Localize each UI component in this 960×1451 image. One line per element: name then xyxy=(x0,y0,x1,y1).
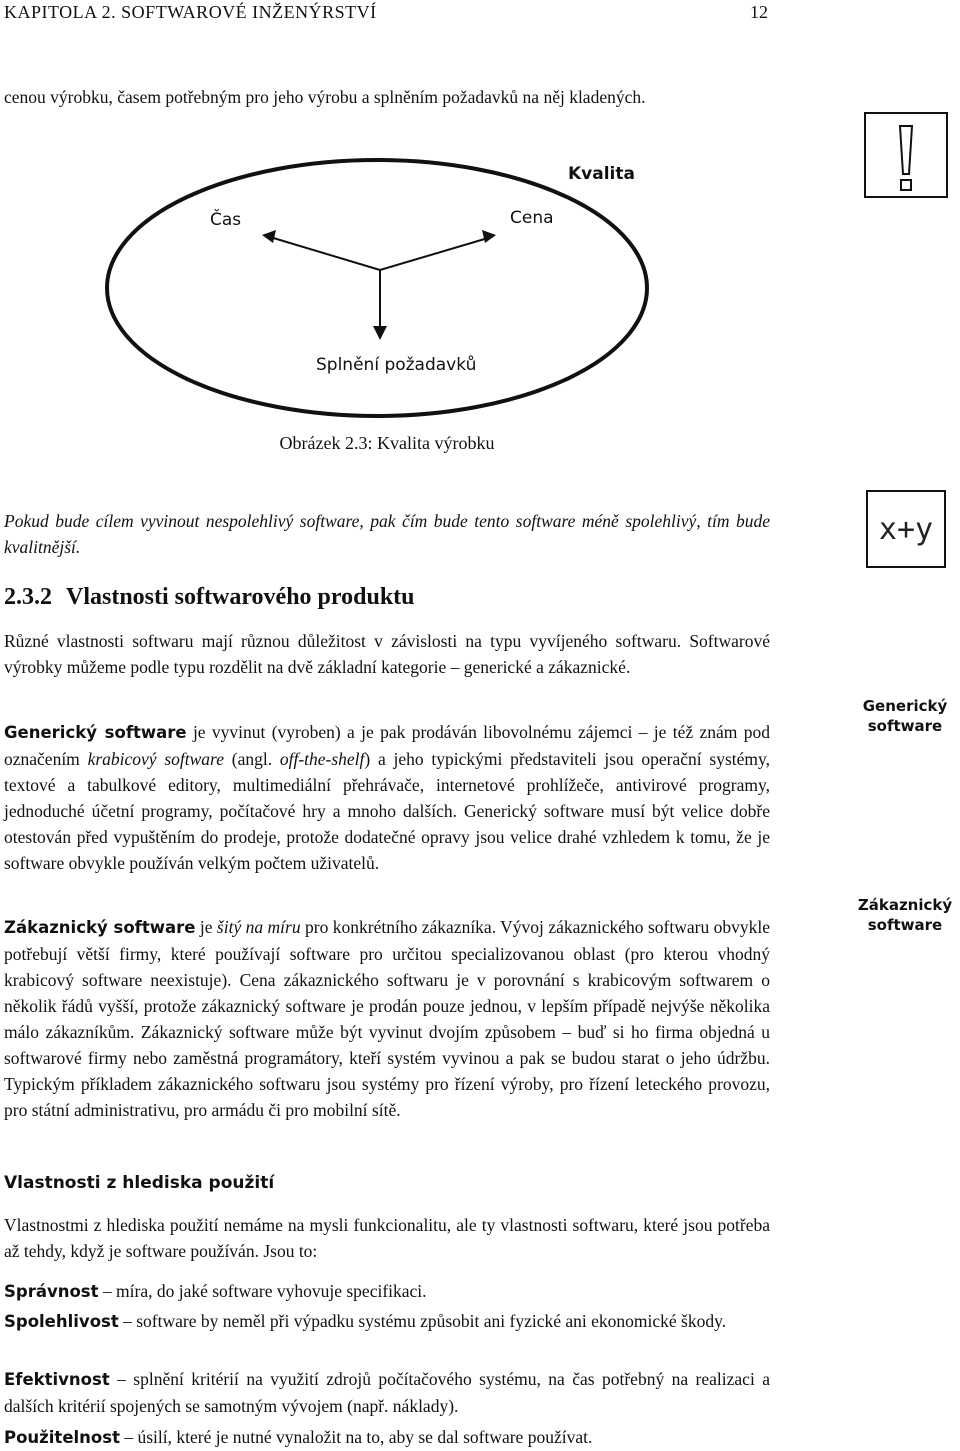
generic-text-1: je vyvinut (vyroben) a je pak prodáván libovolnému zájemci – je též znám pod označením xyxy=(4,722,770,769)
property-text-2: – software by neměl při výpadku systému způsobit ani fyzické ani ekonomické škody. xyxy=(118,1311,727,1331)
label-splneni: Splnění požadavků xyxy=(316,355,477,375)
custom-software-paragraph xyxy=(4,914,770,1123)
generic-text-2: (angl. xyxy=(223,749,280,769)
page-number: 12 xyxy=(750,2,768,22)
generic-software-paragraph xyxy=(4,719,770,876)
property-item-1 xyxy=(4,1278,770,1305)
running-header: KAPITOLA 2. SOFTWAROVÉ INŽENÝRSTVÍ xyxy=(4,2,377,22)
warning-icon xyxy=(864,112,948,198)
property-item-3 xyxy=(4,1366,770,1419)
generic-em-2: off-the-shelf xyxy=(279,749,365,769)
property-item-2 xyxy=(4,1308,770,1335)
math-icon: x+y xyxy=(866,490,946,568)
arrowhead-cas xyxy=(262,230,276,243)
property-term-4: Použitelnost xyxy=(4,1428,120,1447)
custom-software-term: Zákaznický software xyxy=(4,918,196,937)
quality-ellipse xyxy=(107,160,647,416)
section-paragraph-1: Různé vlastnosti softwaru mají různou důležitost v závislosti na typu vyvíjeného softwaru. Softwarové výrobky můžeme podle typu rozdělit na dvě základní kategorie – generické a zákaznické. xyxy=(4,631,770,677)
property-text-4: – úsilí, které je nutné vynaložit na to, aby se dal software používat. xyxy=(119,1427,593,1447)
margin-note-generic xyxy=(838,696,960,736)
label-cena: Cena xyxy=(510,208,554,228)
margin-note-custom-line2: software xyxy=(867,916,943,934)
property-term-1: Správnost xyxy=(4,1282,99,1301)
custom-text-2: pro konkrétního zákazníka. Vývoj zákaznického softwaru obvykle potřebují větší firmy, které používají software pro určitou specializovanou oblast (pro kterou vhodný krabicový software neexistuje). Cena zákaznického softwaru je v porovnání s krabicovým softwarem o několik řádů vyšší, protože zákaznický software je prodán pouze jednou, v lepším případě nejvýše několika málo zákazníkům. Zákaznický software může být vyvinut dvojím způsobem – buď si ho firma objedná u softwarové firmy nebo zaměstná programátory, kteří systém vyvinou a pak se budou starat o jeho údržbu. Typickým příkladem zákaznického softwaru jsou systémy pro řízení výroby, pro řízení leteckého provozu, pro státní administrativu, pro armádu či pro mobilní sítě. xyxy=(4,917,770,1120)
custom-text-1: je xyxy=(195,917,217,937)
intro-paragraph: cenou výrobku, časem potřebným pro jeho výrobu a splněním požadavků na něj kladených. xyxy=(4,87,646,107)
property-term-2: Spolehlivost xyxy=(4,1312,119,1331)
subsection-heading: Vlastnosti z hlediska použití xyxy=(4,1173,275,1193)
figure-caption: Obrázek 2.3: Kvalita výrobku xyxy=(279,433,495,453)
property-text-1: – míra, do jaké software vyhovuje specifikaci. xyxy=(98,1281,427,1301)
property-item-4 xyxy=(4,1424,770,1451)
label-kvalita: Kvalita xyxy=(568,164,635,184)
custom-em-1: šitý na míru xyxy=(216,917,301,937)
quality-diagram xyxy=(90,150,670,420)
label-cas: Čas xyxy=(210,210,242,230)
margin-note-custom-line1: Zákaznický xyxy=(857,896,953,914)
section-number: 2.3.2 xyxy=(4,584,52,610)
margin-note-generic-line2: software xyxy=(867,717,943,735)
arrow-cas xyxy=(270,237,380,270)
property-term-3: Efektivnost xyxy=(4,1370,110,1389)
subsection-intro: Vlastnostmi z hlediska použití nemáme na mysli funkcionalitu, ale ty vlastnosti softwaru, které jsou potřeba až tehdy, když je software používán. Jsou to: xyxy=(4,1215,770,1261)
arrow-cena xyxy=(380,238,488,270)
generic-software-term: Generický software xyxy=(4,723,187,742)
italic-note-text: Pokud bude cílem vyvinout nespolehlivý software, pak čím bude tento software méně spolehlivý, tím bude kvalitnější. xyxy=(4,511,770,557)
section-heading xyxy=(4,584,415,611)
arrowhead-cena xyxy=(482,230,496,243)
section-title: Vlastnosti softwarového produktu xyxy=(66,584,415,610)
margin-note-generic-line1: Generický xyxy=(862,697,948,715)
margin-note-custom xyxy=(838,895,960,935)
generic-text-3: ) a jeho typickými představiteli jsou operační systémy, textové a tabulkové editory, multimediální přehrávače, internetové prohlížeče, antivirové programy, jednoduché účetní programy, počítačové hry a mnoho dalších. Generický software musí být velice dobře otestován před vypuštěním do prodeje, protože dodatečné opravy jsou velice drahé vzhledem k tomu, že je software obvykle používán velkým počtem uživatelů. xyxy=(4,749,770,873)
italic-note xyxy=(4,508,770,560)
property-text-3: – splnění kritérií na využití zdrojů počítačového systému, na čas potřebný na realizaci a dalších kritérií spojených se samotným vývojem (např. náklady). xyxy=(4,1369,770,1416)
arrowhead-splneni xyxy=(373,326,387,340)
generic-em-1: krabicový software xyxy=(87,749,224,769)
exclamation-icon xyxy=(866,114,946,196)
